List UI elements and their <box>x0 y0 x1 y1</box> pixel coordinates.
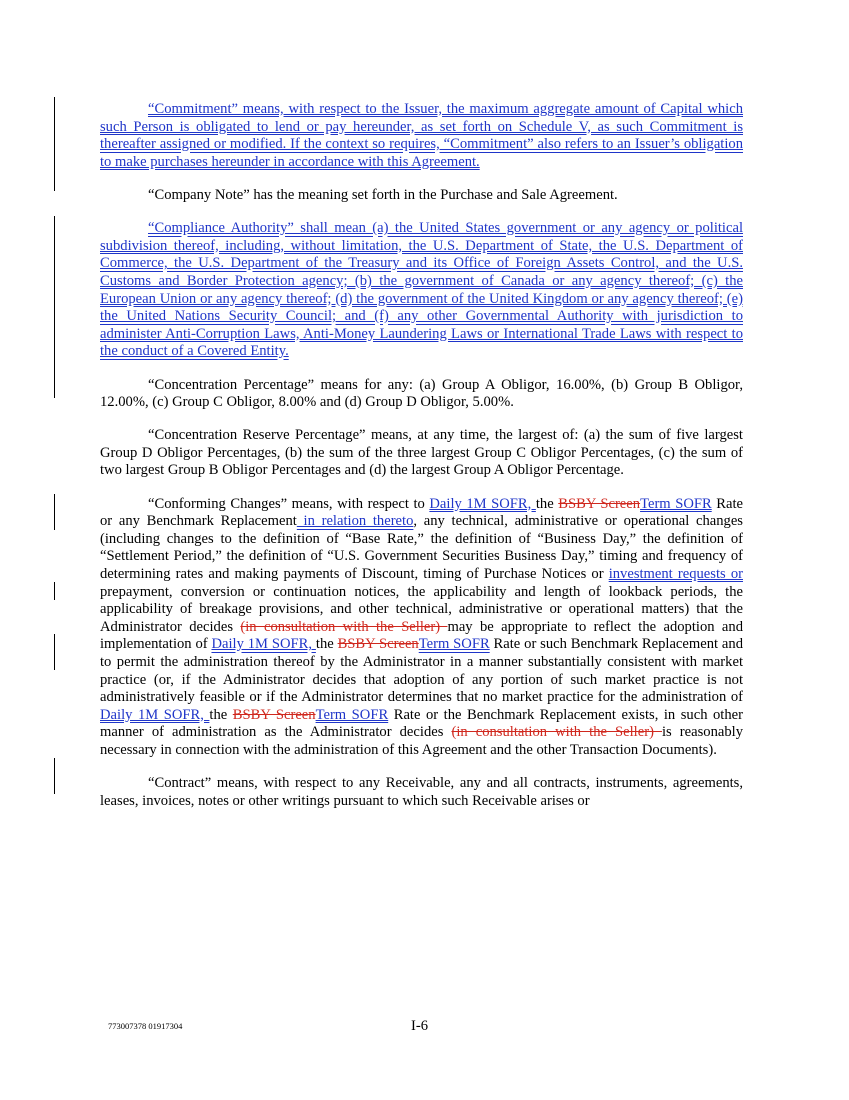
paragraph-text: “Company Note” has the meaning set forth in the Purchase and Sale Agreement. <box>148 186 618 203</box>
change-bar <box>54 97 55 191</box>
change-bar <box>54 582 55 600</box>
page-number: I-6 <box>411 1018 429 1034</box>
inserted-text: “Compliance Authority” shall mean (a) the United States government or any agency or political subdivision thereof, including, without limitation, the U.S. Department of State, the U.S. Department of Commerce, the U.S. Department of the Treasury and its Office of Foreign Assets Control, and the U.S. Customs and Border Protection agency; (b) the government of Canada or any agency thereof; (c) the European Union or any agency thereof; (d) the government of the United Kingdom or any agency thereof; (e) the United Nations Security Council; and (f) any other Governmental Authority with jurisdiction to administer Anti-Corruption Laws, Anti-Money Laundering Laws or International Trade Laws with respect to the conduct of a Covered Entity. <box>100 220 743 360</box>
inserted-text: “Commitment” means, with respect to the Issuer, the maximum aggregate amount of Capital which such Person is obligated to lend or pay hereunder, as set forth on Schedule V, as such Commitment is thereafter assigned or modified. If the context so requires, “Commitment” also refers to an Issuer’s obligation to make purchases hereunder in accordance with this Agreement. <box>100 101 743 170</box>
paragraph-text: “Contract” means, with respect to any Receivable, any and all contracts, instruments, agreements, leases, invoices, notes or other writings pursuant to which such Receivable arises or <box>100 775 743 809</box>
definition-concentration-reserve-percentage <box>100 427 743 480</box>
change-bar <box>54 494 55 530</box>
footer-document-id: 773007378 01917304 <box>108 1021 183 1031</box>
definition-compliance-authority <box>100 220 743 361</box>
paragraph-text: “Concentration Percentage” means for any: (a) Group A Obligor, 16.00%, (b) Group B Obligor, 12.00%, (c) Group C Obligor, 8.00% and (d) Group D Obligor, 5.00%. <box>100 376 743 411</box>
change-bar <box>54 758 55 794</box>
definition-commitment <box>100 101 743 171</box>
definition-concentration-percentage <box>100 377 743 412</box>
paragraph-text: “Conforming Changes” means, with respect to Daily 1M SOFR, the BSBY ScreenTerm SOFR Rate or any Benchmark Replacement in relation thereto, any technical, administrative or operational changes (including changes to the definition of “Base Rate,” the definition of “Business Day,” the definition of “Settlement Period,” the definition of “U.S. Government Securities Business Day,” timing and frequency of determining rates and making payments of Discount, timing of Purchase Notices or investment requests or prepayment, conversion or continuation notices, the applicability and length of lookback periods, the applicability of breakage provisions, and other technical, administrative or operational matters) that the Administrator decides (in consultation with the Seller) may be appropriate to reflect the adoption and implementation of Daily 1M SOFR, the BSBY ScreenTerm SOFR Rate or such Benchmark Replacement and to permit the administration thereof by the Administrator in a manner substantially consistent with market practice (or, if the Administrator decides that adoption of any portion of such market practice is not administratively feasible or if the Administrator determines that no market practice for the administration of Daily 1M SOFR, the BSBY ScreenTerm SOFR Rate or the Benchmark Replacement exists, in such other manner of administration as the Administrator decides (in consultation with the Seller) is reasonably necessary in connection with the administration of this Agreement and the other Transaction Documents). <box>100 495 744 758</box>
change-bar <box>54 216 55 398</box>
document-body <box>100 101 743 826</box>
paragraph-text: “Concentration Reserve Percentage” means, at any time, the largest of: (a) the sum of five largest Group D Obligor Percentages, (b) the sum of the three largest Group C Obligor Percentages, (c) the sum of two largest Group B Obligor Percentages and (d) the largest Group A Obligor Percentage. <box>100 427 743 479</box>
definition-company-note <box>100 187 743 205</box>
change-bar <box>54 634 55 670</box>
definition-contract <box>100 775 743 810</box>
definition-conforming-changes <box>100 496 743 760</box>
